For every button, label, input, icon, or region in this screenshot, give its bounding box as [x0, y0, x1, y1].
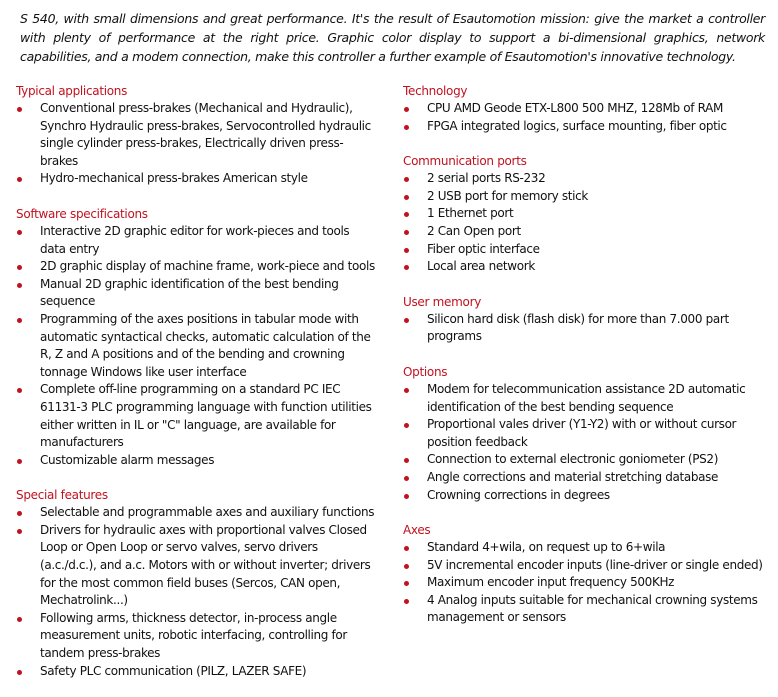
list-item: Connection to external electronic goniometer (PS2): [403, 451, 768, 469]
list-item: Hydro-mechanical press-brakes American style: [16, 170, 376, 188]
list-item: Following arms, thickness detector, in-process angle measurement units, robotic interfacing, controlling for tandem press-brakes: [16, 610, 376, 663]
bullet-list: [403, 539, 768, 627]
section-heading: Communication ports: [403, 154, 527, 169]
list-item: 2D graphic display of machine frame, work-piece and tools: [16, 258, 376, 276]
list-item: 2 Can Open port: [403, 223, 768, 241]
bullet-list: [16, 223, 376, 469]
section-axes: [403, 521, 768, 627]
bullet-list: [16, 100, 376, 188]
section-options: [403, 363, 768, 504]
section-software-specifications: [16, 205, 376, 469]
right-column: [403, 82, 768, 644]
bullet-list: [16, 504, 376, 680]
section-heading: User memory: [403, 294, 482, 309]
list-item: Drivers for hydraulic axes with proportional valves Closed Loop or Open Loop or servo valves, servo drivers (a.c./d.c.), and a.c. Motors with or without inverter; drivers for the most common field buses (Sercos, CAN open, Mechatrolink...): [16, 522, 376, 610]
bullet-list: [403, 100, 768, 135]
section-communication-ports: [403, 152, 768, 276]
list-item: Crowning corrections in degrees: [403, 487, 768, 505]
list-item: Proportional vales driver (Y1-Y2) with or without cursor position feedback: [403, 416, 768, 451]
list-item: Standard 4+wila, on request up to 6+wila: [403, 539, 768, 557]
list-item: Conventional press-brakes (Mechanical and Hydraulic), Synchro Hydraulic press-brakes, Servocontrolled hydraulic single cylinder press-brakes, Electrically driven press-brakes: [16, 100, 376, 170]
list-item: 2 USB port for memory stick: [403, 188, 768, 206]
list-item: Selectable and programmable axes and auxiliary functions: [16, 504, 376, 522]
left-column: [16, 82, 376, 697]
list-item: CPU AMD Geode ETX-L800 500 MHZ, 128Mb of RAM: [403, 100, 768, 118]
list-item: Programming of the axes positions in tabular mode with automatic syntactical checks, automatic calculation of the R, Z and A positions and of the bending and crowning tonnage Windows like user interface: [16, 311, 376, 381]
section-special-features: [16, 486, 376, 680]
bullet-list: [403, 381, 768, 504]
section-heading: Special features: [16, 488, 108, 503]
list-item: Silicon hard disk (flash disk) for more than 7.000 part programs: [403, 311, 768, 346]
section-heading: Technology: [403, 84, 468, 98]
list-item: FPGA integrated logics, surface mounting, fiber optic: [403, 118, 768, 136]
section-heading: Software specifications: [16, 206, 148, 221]
list-item: Maximum encoder input frequency 500KHz: [403, 574, 768, 592]
list-item: 1 Ethernet port: [403, 205, 768, 223]
list-item: Interactive 2D graphic editor for work-pieces and tools data entry: [16, 223, 376, 258]
list-item: Angle corrections and material stretching database: [403, 469, 768, 487]
section-typical-applications: [16, 82, 376, 188]
list-item: 2 serial ports RS-232: [403, 170, 768, 188]
intro-paragraph: S 540, with small dimensions and great performance. It's the result of Esautomotion mission: give the market a controller with plenty of performance at the right price. Graphic color display to support a bi-dimensional graphics, network capabilities, and a modem connection, make this controller a further example of Esautomotion's innovative technology.: [20, 11, 765, 64]
list-item: Safety PLC communication (PILZ, LAZER SAFE): [16, 663, 376, 681]
section-heading: Axes: [403, 523, 431, 538]
bullet-list: [403, 170, 768, 276]
list-item: Customizable alarm messages: [16, 452, 376, 470]
section-heading: Options: [403, 364, 448, 379]
bullet-list: [403, 311, 768, 346]
list-item: Local area network: [403, 258, 768, 276]
section-heading: Typical applications: [16, 84, 128, 98]
list-item: 5V incremental encoder inputs (line-driver or single ended): [403, 557, 768, 575]
list-item: Complete off-line programming on a standard PC IEC 61131-3 PLC programming language with function utilities either written in IL or "C" language, are available for manufacturers: [16, 381, 376, 451]
list-item: Fiber optic interface: [403, 241, 768, 259]
list-item: Modem for telecommunication assistance 2D automatic identification of the best bending sequence: [403, 381, 768, 416]
list-item: 4 Analog inputs suitable for mechanical crowning systems management or sensors: [403, 592, 768, 627]
section-technology: [403, 82, 768, 135]
section-user-memory: [403, 293, 768, 346]
list-item: Manual 2D graphic identification of the best bending sequence: [16, 276, 376, 311]
